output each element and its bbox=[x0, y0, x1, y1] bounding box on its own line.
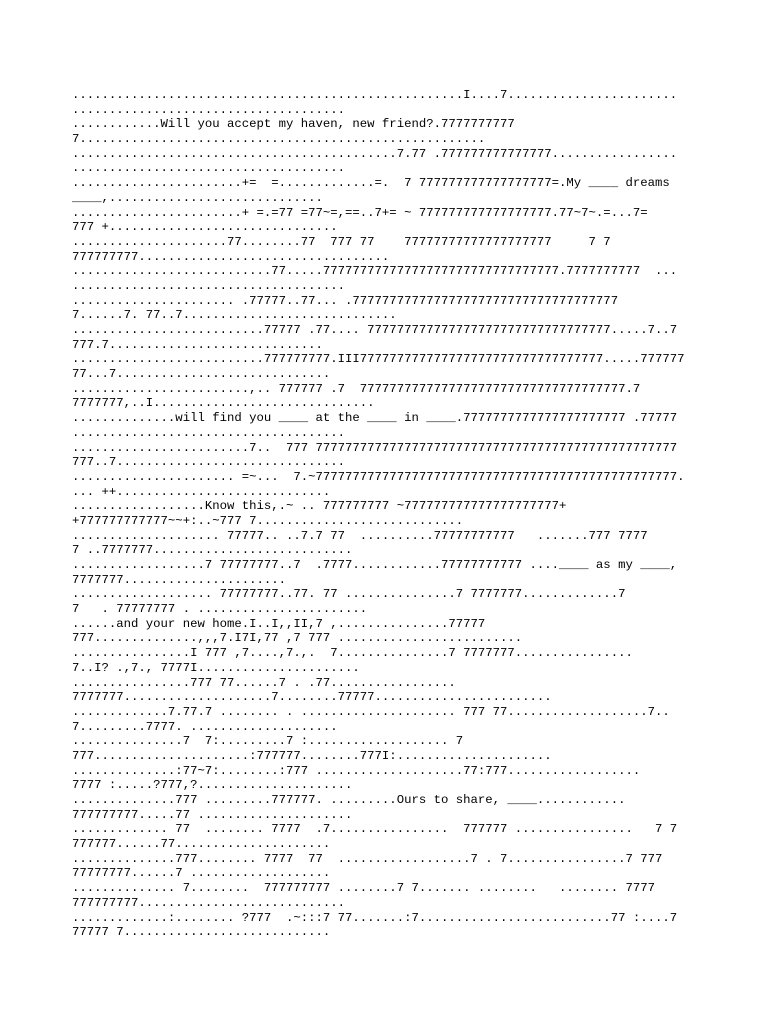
text-line: ...........................77.....77777777777777777777777777777777.7777777777 ... bbox=[72, 264, 678, 279]
text-line: ........................7.. 777 7777777777777777777777777777777777777777777777777 bbox=[72, 440, 678, 455]
text-line: 7......7. 77..7............................. bbox=[72, 308, 397, 323]
text-line: 7777777,..I.............................. bbox=[72, 396, 375, 411]
text-line: .......................+ =.=77 =77~=,==..7+= ~ 777777777777777777.77~7~.=...7= bbox=[72, 205, 648, 220]
text-line: 7.........7777. .................... bbox=[72, 719, 338, 734]
text-line: 77777 7............................ bbox=[72, 925, 331, 940]
text-line: ..............777........ 7777 77 ..................7 . 7................7 777 bbox=[72, 851, 663, 866]
text-line: ..................................... bbox=[72, 102, 346, 117]
text-line: 7777777...................... bbox=[72, 572, 287, 587]
text-line: 777777......77..................... bbox=[72, 837, 331, 852]
text-line: 777777777.....77 ..................... bbox=[72, 807, 353, 822]
text-line: .....................77........77 777 77 77777777777777777777 7 7 bbox=[72, 234, 611, 249]
text-line: ____,............................. bbox=[72, 190, 323, 205]
text-line: 7....................................................... bbox=[72, 132, 486, 147]
text-line: .....................................................I....7....................... bbox=[72, 88, 678, 102]
text-line: 77...7............................. bbox=[72, 367, 331, 382]
text-line: ................... 77777777..77. 77 ...............7 7777777.............7 bbox=[72, 587, 626, 602]
text-line: .............:........ ?777 .~:::7 77.......:7..........................77 :....7 bbox=[72, 910, 678, 925]
text-line: .......................+= =.............=. 7 777777777777777777=.My ____ dreams bbox=[72, 176, 670, 191]
text-line: ..................7 77777777..7 .7777............77777777777 ....____ as my ____, bbox=[72, 558, 678, 572]
document-page bbox=[72, 88, 712, 940]
text-line: ...................... .77777..77... .777777777777777777777777777777777777 bbox=[72, 293, 619, 308]
text-line: ...................... =~... 7.~7777777777777777777777777777777777777777777777777. bbox=[72, 469, 685, 484]
text-line: ............. 77 ........ 7777 .7................ 777777 ................ 7 7 bbox=[72, 822, 678, 837]
text-line: 777..7............................... bbox=[72, 455, 346, 470]
text-line: ................777 77......7 . .77................. bbox=[72, 675, 456, 690]
text-line: 777 +............................... bbox=[72, 220, 338, 235]
text-line: 7777777....................7........77777........................ bbox=[72, 690, 552, 705]
text-line: ................I 777 ,7....,7.,. 7...............7 7777777................ bbox=[72, 646, 633, 661]
text-line: ...............7 7:.........7 :................... 7 bbox=[72, 734, 464, 749]
text-line: ..............will find you ____ at the ____ in ____.7777777777777777777777 .77777 bbox=[72, 411, 678, 426]
text-line: 777777777............................ bbox=[72, 895, 346, 910]
text-line: 7777 :.....?777,?..................... bbox=[72, 778, 353, 793]
text-line: 777.7............................. bbox=[72, 337, 323, 352]
text-line: ..................................... bbox=[72, 278, 346, 293]
text-line: 7 ..7777777........................... bbox=[72, 543, 353, 558]
text-line: ..............:77~7:........:777 ....................77:777.................. bbox=[72, 763, 641, 778]
text-line: 7 . 77777777 . ....................... bbox=[72, 602, 368, 617]
text-line: ..................................... bbox=[72, 425, 346, 440]
text-line: ..........................77777 .77.... 777777777777777777777777777777777.....7..7 bbox=[72, 323, 678, 337]
text-line: ............................................7.77 .777777777777777................. bbox=[72, 146, 678, 161]
text-line: ........................,.. 777777 .7 777777777777777777777777777777777777.7 bbox=[72, 381, 641, 396]
text-line: ............Will you accept my haven, new friend?.7777777777 bbox=[72, 117, 515, 132]
text-line: ..................Know this,.~ .. 777777777 ~777777777777777777777+ bbox=[72, 499, 567, 514]
text-line: ..............777 .........777777. .........Ours to share, ____............ bbox=[72, 793, 626, 807]
text-line: ..........................777777777.III777777777777777777777777777777777.....777777 bbox=[72, 352, 685, 367]
text-line: .............7.77.7 ........ . ..................... 777 77...................7.. bbox=[72, 704, 670, 719]
text-line: .................... 77777.. ..7.7 77 ..........77777777777 .......777 7777 bbox=[72, 528, 648, 543]
text-line: 777777777.................................. bbox=[72, 249, 390, 264]
text-line: ......and your new home.I..I,,II,7 ,...............77777 bbox=[72, 616, 486, 631]
text-line: +777777777777~~+:..~777 7............................ bbox=[72, 513, 464, 528]
text-line: 77777777......7 ................... bbox=[72, 866, 331, 881]
text-line: 777..............,,,7.I7I,77 ,7 777 ......................... bbox=[72, 631, 523, 646]
text-line: ... ++............................. bbox=[72, 484, 331, 499]
text-line: 7..I? .,7., 7777I...................... bbox=[72, 660, 360, 675]
text-line: .............. 7........ 777777777 ........7 7....... ........ ........ 7777 bbox=[72, 881, 655, 896]
text-line: 777.....................:777777........777I:..................... bbox=[72, 748, 552, 763]
text-line: ..................................... bbox=[72, 161, 346, 176]
